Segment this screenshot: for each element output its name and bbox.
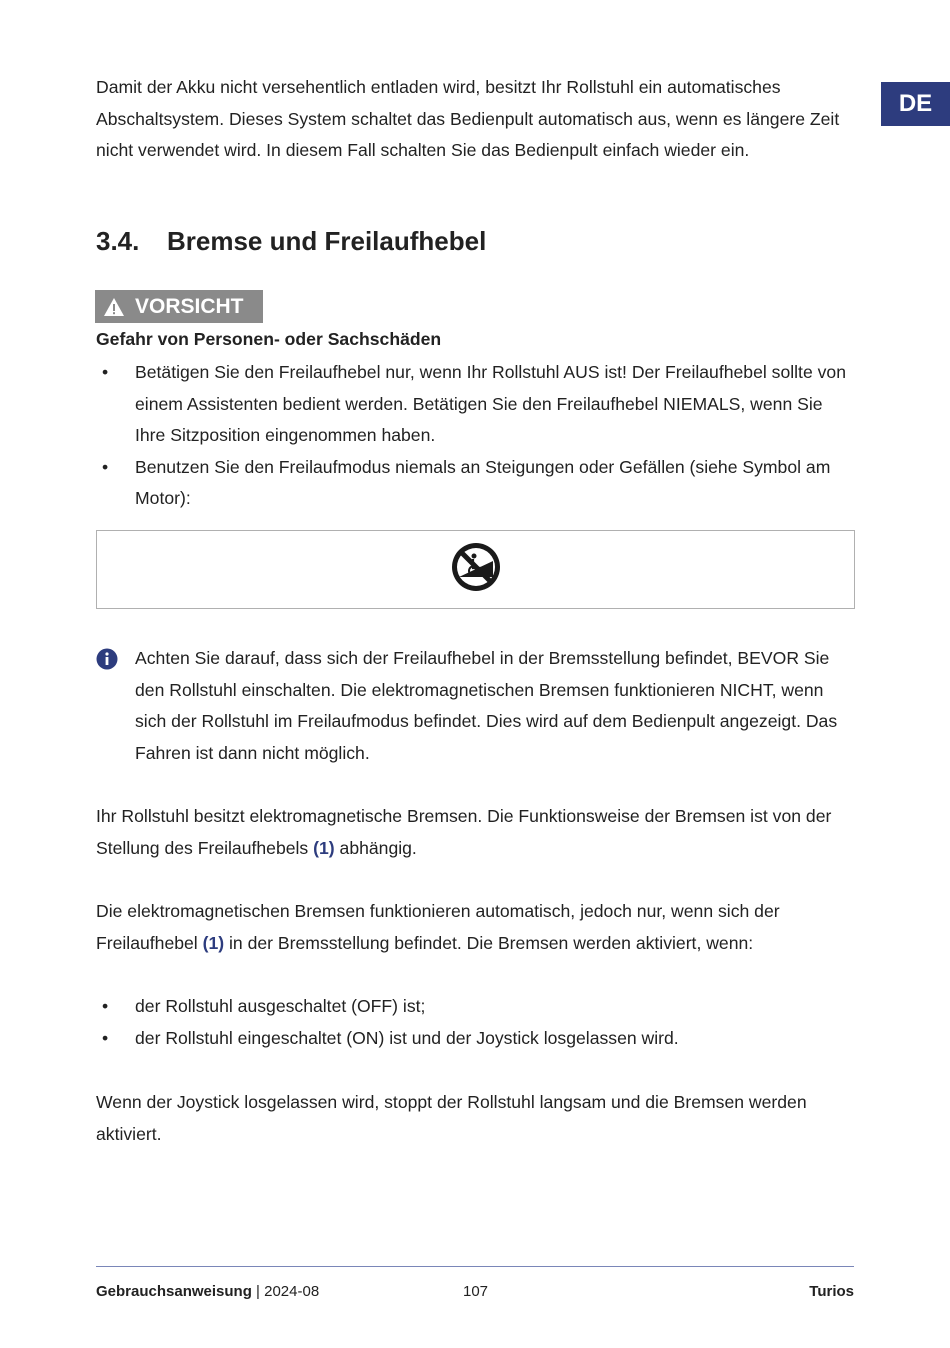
caution-heading: Gefahr von Personen- oder Sachschäden [96,329,442,349]
info-icon [96,648,118,675]
page-number: 107 [463,1283,489,1300]
caution-badge [95,290,263,323]
list-item: • der Rollstuhl ausgeschaltet (OFF) ist; [102,996,426,1016]
footer-document-info: Gebrauchsanweisung | 2024-08 [96,1283,320,1300]
caution-bullet-list [96,357,856,515]
list-item-text: Benutzen Sie den Freilaufmodus niemals an Steigungen oder Gefällen (siehe Symbol am Motor): [135,456,831,509]
reference-marker: (1) [313,837,335,858]
list-item: • Benutzen Sie den Freilaufmodus niemals an Steigungen oder Gefällen (siehe Symbol am Motor): [102,456,831,509]
warning-triangle-icon [103,297,125,317]
intro-paragraph: Damit der Akku nicht versehentlich entladen wird, besitzt Ihr Rollstuhl ein automatisches Abschaltsystem. Dieses System schaltet das Bedienpult automatisch aus, wenn es längere Zeit nicht verwendet wird. In diesem Fall schalten Sie das Bedienpult einfach wieder ein. [96,77,840,161]
info-note: Achten Sie darauf, dass sich der Freilaufhebel in der Bremsstellung befindet, BEVOR Sie den Rollstuhl einschalten. Die elektromagnetischen Bremsen funktionieren NICHT, wenn sich der Rollstuhl im Freilaufmodus befindet. Dies wird auf dem Bedienpult angezeigt. Das Fahren ist dann nicht möglich. [135,648,838,763]
list-item-text: Betätigen Sie den Freilaufhebel nur, wenn Ihr Rollstuhl AUS ist! Der Freilaufhebel sollte von einem Assistenten bedient werden. Betätigen Sie den Freilaufhebel NIEMALS, wenn Sie Ihre Sitzposition eingenommen haben. [135,362,846,446]
footer-brand: Turios [809,1283,854,1300]
section-number: 3.4. [96,226,140,256]
symbol-box [96,530,855,609]
automatic-brakes-paragraph: Die elektromagnetischen Bremsen funktionieren automatisch, jedoch nur, wenn sich der Freilaufhebel (1) in der Bremsstellung befindet. Die Bremsen werden aktiviert, wenn: [96,901,780,953]
footer-doc-title: Gebrauchsanweisung [96,1283,252,1300]
list-item-text: der Rollstuhl eingeschaltet (ON) ist und der Joystick losgelassen wird. [135,1027,679,1048]
language-tab: DE [881,82,950,126]
joystick-paragraph: Wenn der Joystick losgelassen wird, stoppt der Rollstuhl langsam und die Bremsen werden aktiviert. [96,1092,807,1144]
list-item: • der Rollstuhl eingeschaltet (ON) ist und der Joystick losgelassen wird. [102,1027,679,1048]
footer-date: 2024-08 [264,1283,320,1300]
footer-divider [96,1266,854,1267]
no-freewheel-on-slope-icon [450,541,502,598]
section-heading [96,226,486,257]
list-item: • Betätigen Sie den Freilaufhebel nur, wenn Ihr Rollstuhl AUS ist! Der Freilaufhebel sollte von einem Assistenten bedient werden. Betätigen Sie den Freilaufhebel NIEMALS, wenn Sie Ihre Sitzposition eingenommen haben. [102,362,846,446]
activation-bullet-list [96,991,856,1054]
brakes-paragraph: Ihr Rollstuhl besitzt elektromagnetische Bremsen. Die Funktionsweise der Bremsen ist von der Stellung des Freilaufhebels (1) abhängig. [96,806,832,858]
caution-label: VORSICHT [135,294,244,318]
section-title: Bremse und Freilaufhebel [167,226,487,256]
list-item-text: der Rollstuhl ausgeschaltet (OFF) ist; [135,996,426,1016]
reference-marker: (1) [202,932,225,953]
